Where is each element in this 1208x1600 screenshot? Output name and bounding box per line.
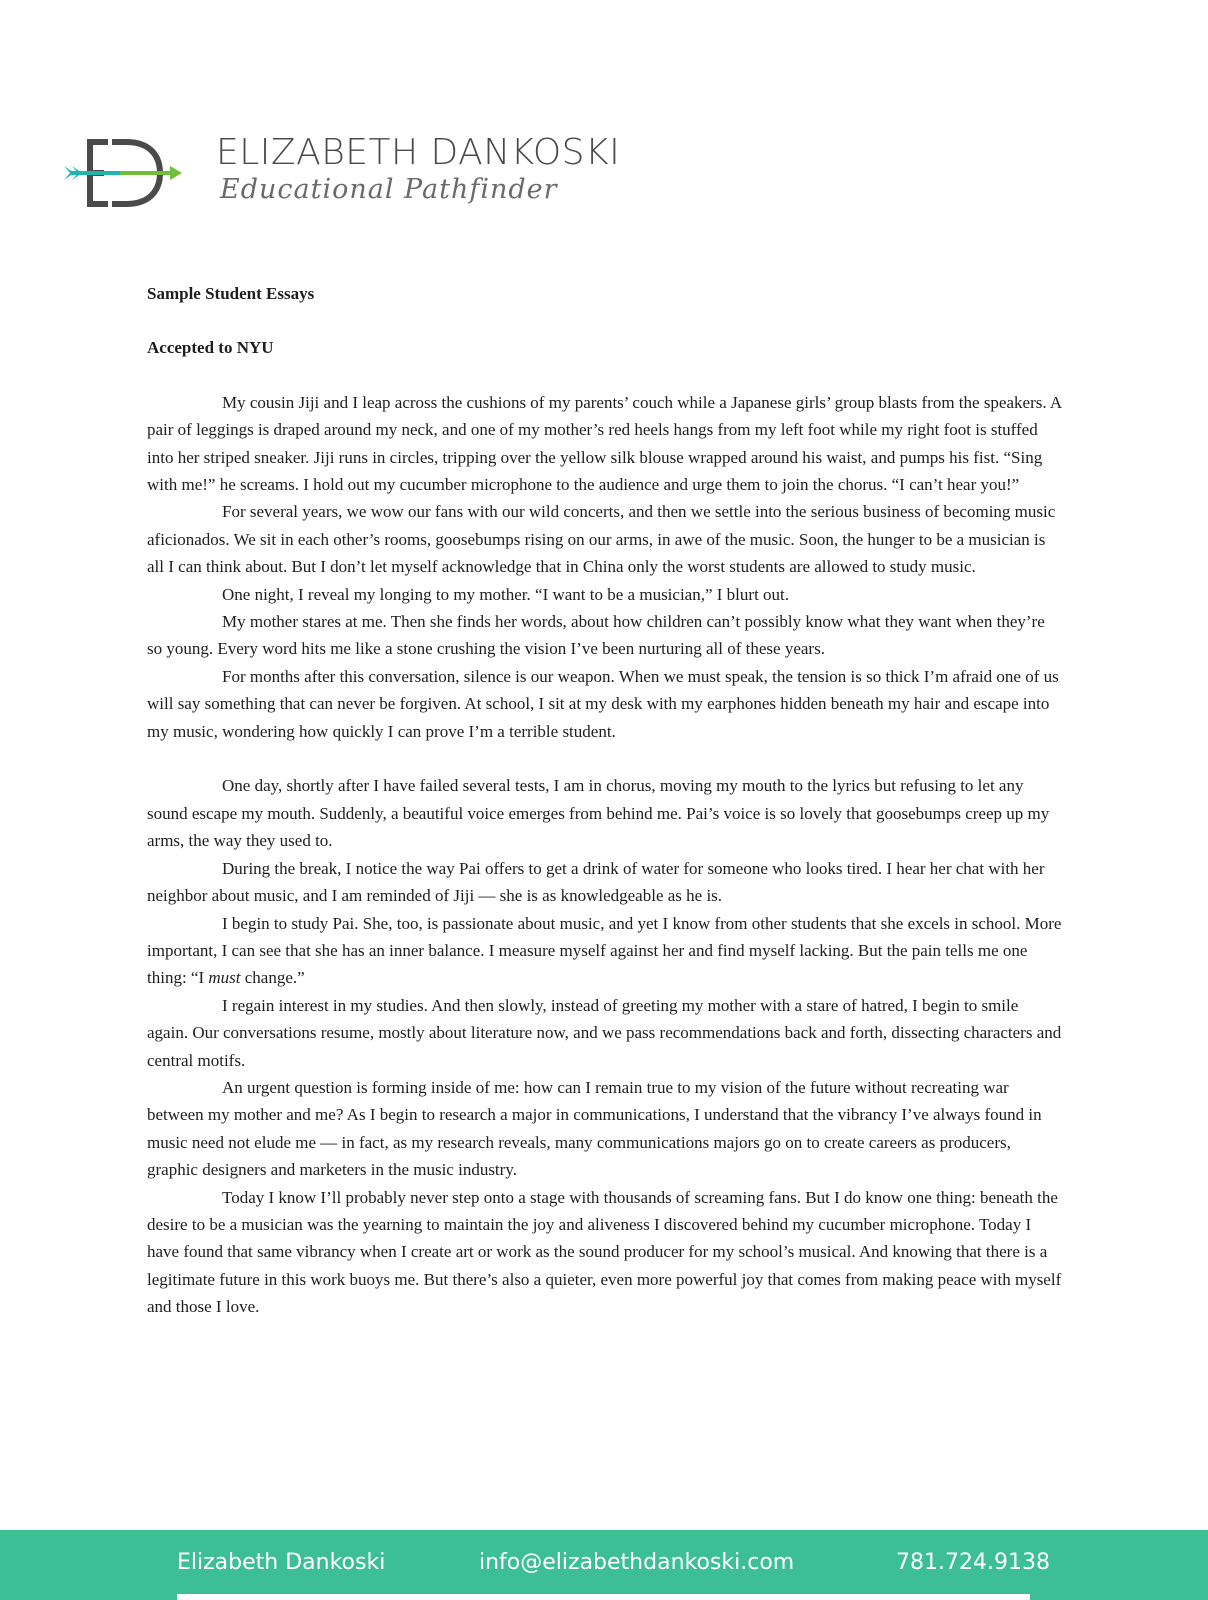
essay-paragraph: During the break, I notice the way Pai offers to get a drink of water for someone who looks tired. I hear her chat with her neighbor about music, and I am reminded of Jiji — she is as knowledgeable as he is. [147,858,1045,906]
essay-paragraph: I regain interest in my studies. And then slowly, instead of greeting my mother with a stare of hatred, I begin to smile again. Our conversations resume, mostly about literature now, and we pass recommendations back and forth, dissecting characters and central motifs. [147,995,1062,1070]
footer-email[interactable]: info@elizabethdankoski.com [479,1550,795,1575]
letterhead [60,130,760,220]
ed-monogram-logo [60,136,190,210]
document-title: Sample Student Essays [147,284,315,303]
essay-paragraph: For several years, we wow our fans with our wild concerts, and then we settle into the serious business of becoming music aficionados. We sit in each other’s rooms, goosebumps rising on our arms, in awe of the music. Soon, the hunger to be a musician is all I can think about. But I don’t let myself acknowledge that in China only the worst students are allowed to study music. [147,502,1056,577]
footer-name: Elizabeth Dankoski [177,1550,386,1575]
essay-paragraph: An urgent question is forming inside of me: how can I remain true to my vision of the future without recreating war between my mother and me? As I begin to research a major in communications, I understand that the vibrancy I’ve always found in music need not elude me — in fact, as my research reveals, many communications majors go on to create careers as producers, graphic designers and marketers in the music industry. [147,1077,1042,1180]
essay-paragraph: For months after this conversation, silence is our weapon. When we must speak, the tension is so thick I’m afraid one of us will say something that can never be forgiven. At school, I sit at my desk with my earphones hidden beneath my hair and escape into my music, wondering how quickly I can prove I’m a terrible student. [147,666,1059,741]
essay-paragraph: One day, shortly after I have failed several tests, I am in chorus, moving my mouth to the lyrics but refusing to let any sound escape my mouth. Suddenly, a beautiful voice emerges from behind me. Pai’s voice is so lovely that goosebumps creep up my arms, the way they used to. [147,776,1050,851]
footer-band [0,1530,1208,1600]
essay-paragraph: My cousin Jiji and I leap across the cushions of my parents’ couch while a Japanese girls’ group blasts from the speakers. A pair of leggings is draped around my neck, and one of my mother’s red heels hangs from my left foot while my right foot is stuffed into her striped sneaker. Jiji runs in circles, tripping over the yellow silk blouse wrapped around his waist, and pumps his fist. “Sing with me!” he screams. I hold out my cucumber microphone to the audience and urge them to join the chorus. “I can’t hear you!” [147,392,1062,495]
brand-name: ELIZABETH DANKOSKI [216,132,621,173]
essay-paragraph: I begin to study Pai. She, too, is passionate about music, and yet I know from other students that she excels in school. More important, I can see that she has an inner balance. I measure myself against her and find myself lacking. But the pain tells me one thing: “I must change.” [147,913,1062,988]
brand-tagline: Educational Pathfinder [220,174,558,205]
document-subtitle: Accepted to NYU [147,338,274,358]
footer-divider [177,1594,1030,1600]
essay-paragraph: One night, I reveal my longing to my mother. “I want to be a musician,” I blurt out. [222,584,790,604]
essay-paragraph: My mother stares at me. Then she finds her words, about how children can’t possibly know what they want when they’re so young. Every word hits me like a stone crushing the vision I’ve been nurturing all of these years. [147,612,1045,659]
document-body [147,280,1062,1321]
essay [147,389,1062,1321]
essay-paragraph: Today I know I’ll probably never step onto a stage with thousands of screaming fans. But I do know one thing: beneath the desire to be a musician was the yearning to maintain the joy and aliveness I discovered behind my cucumber microphone. Today I have found that same vibrancy when I create art or work as the sound producer for my school’s musical. And knowing that there is a legitimate future in this work buoys me. But there’s also a quieter, even more powerful joy that comes from making peace with myself and those I love. [147,1187,1062,1317]
footer-phone[interactable]: 781.724.9138 [896,1550,1050,1575]
